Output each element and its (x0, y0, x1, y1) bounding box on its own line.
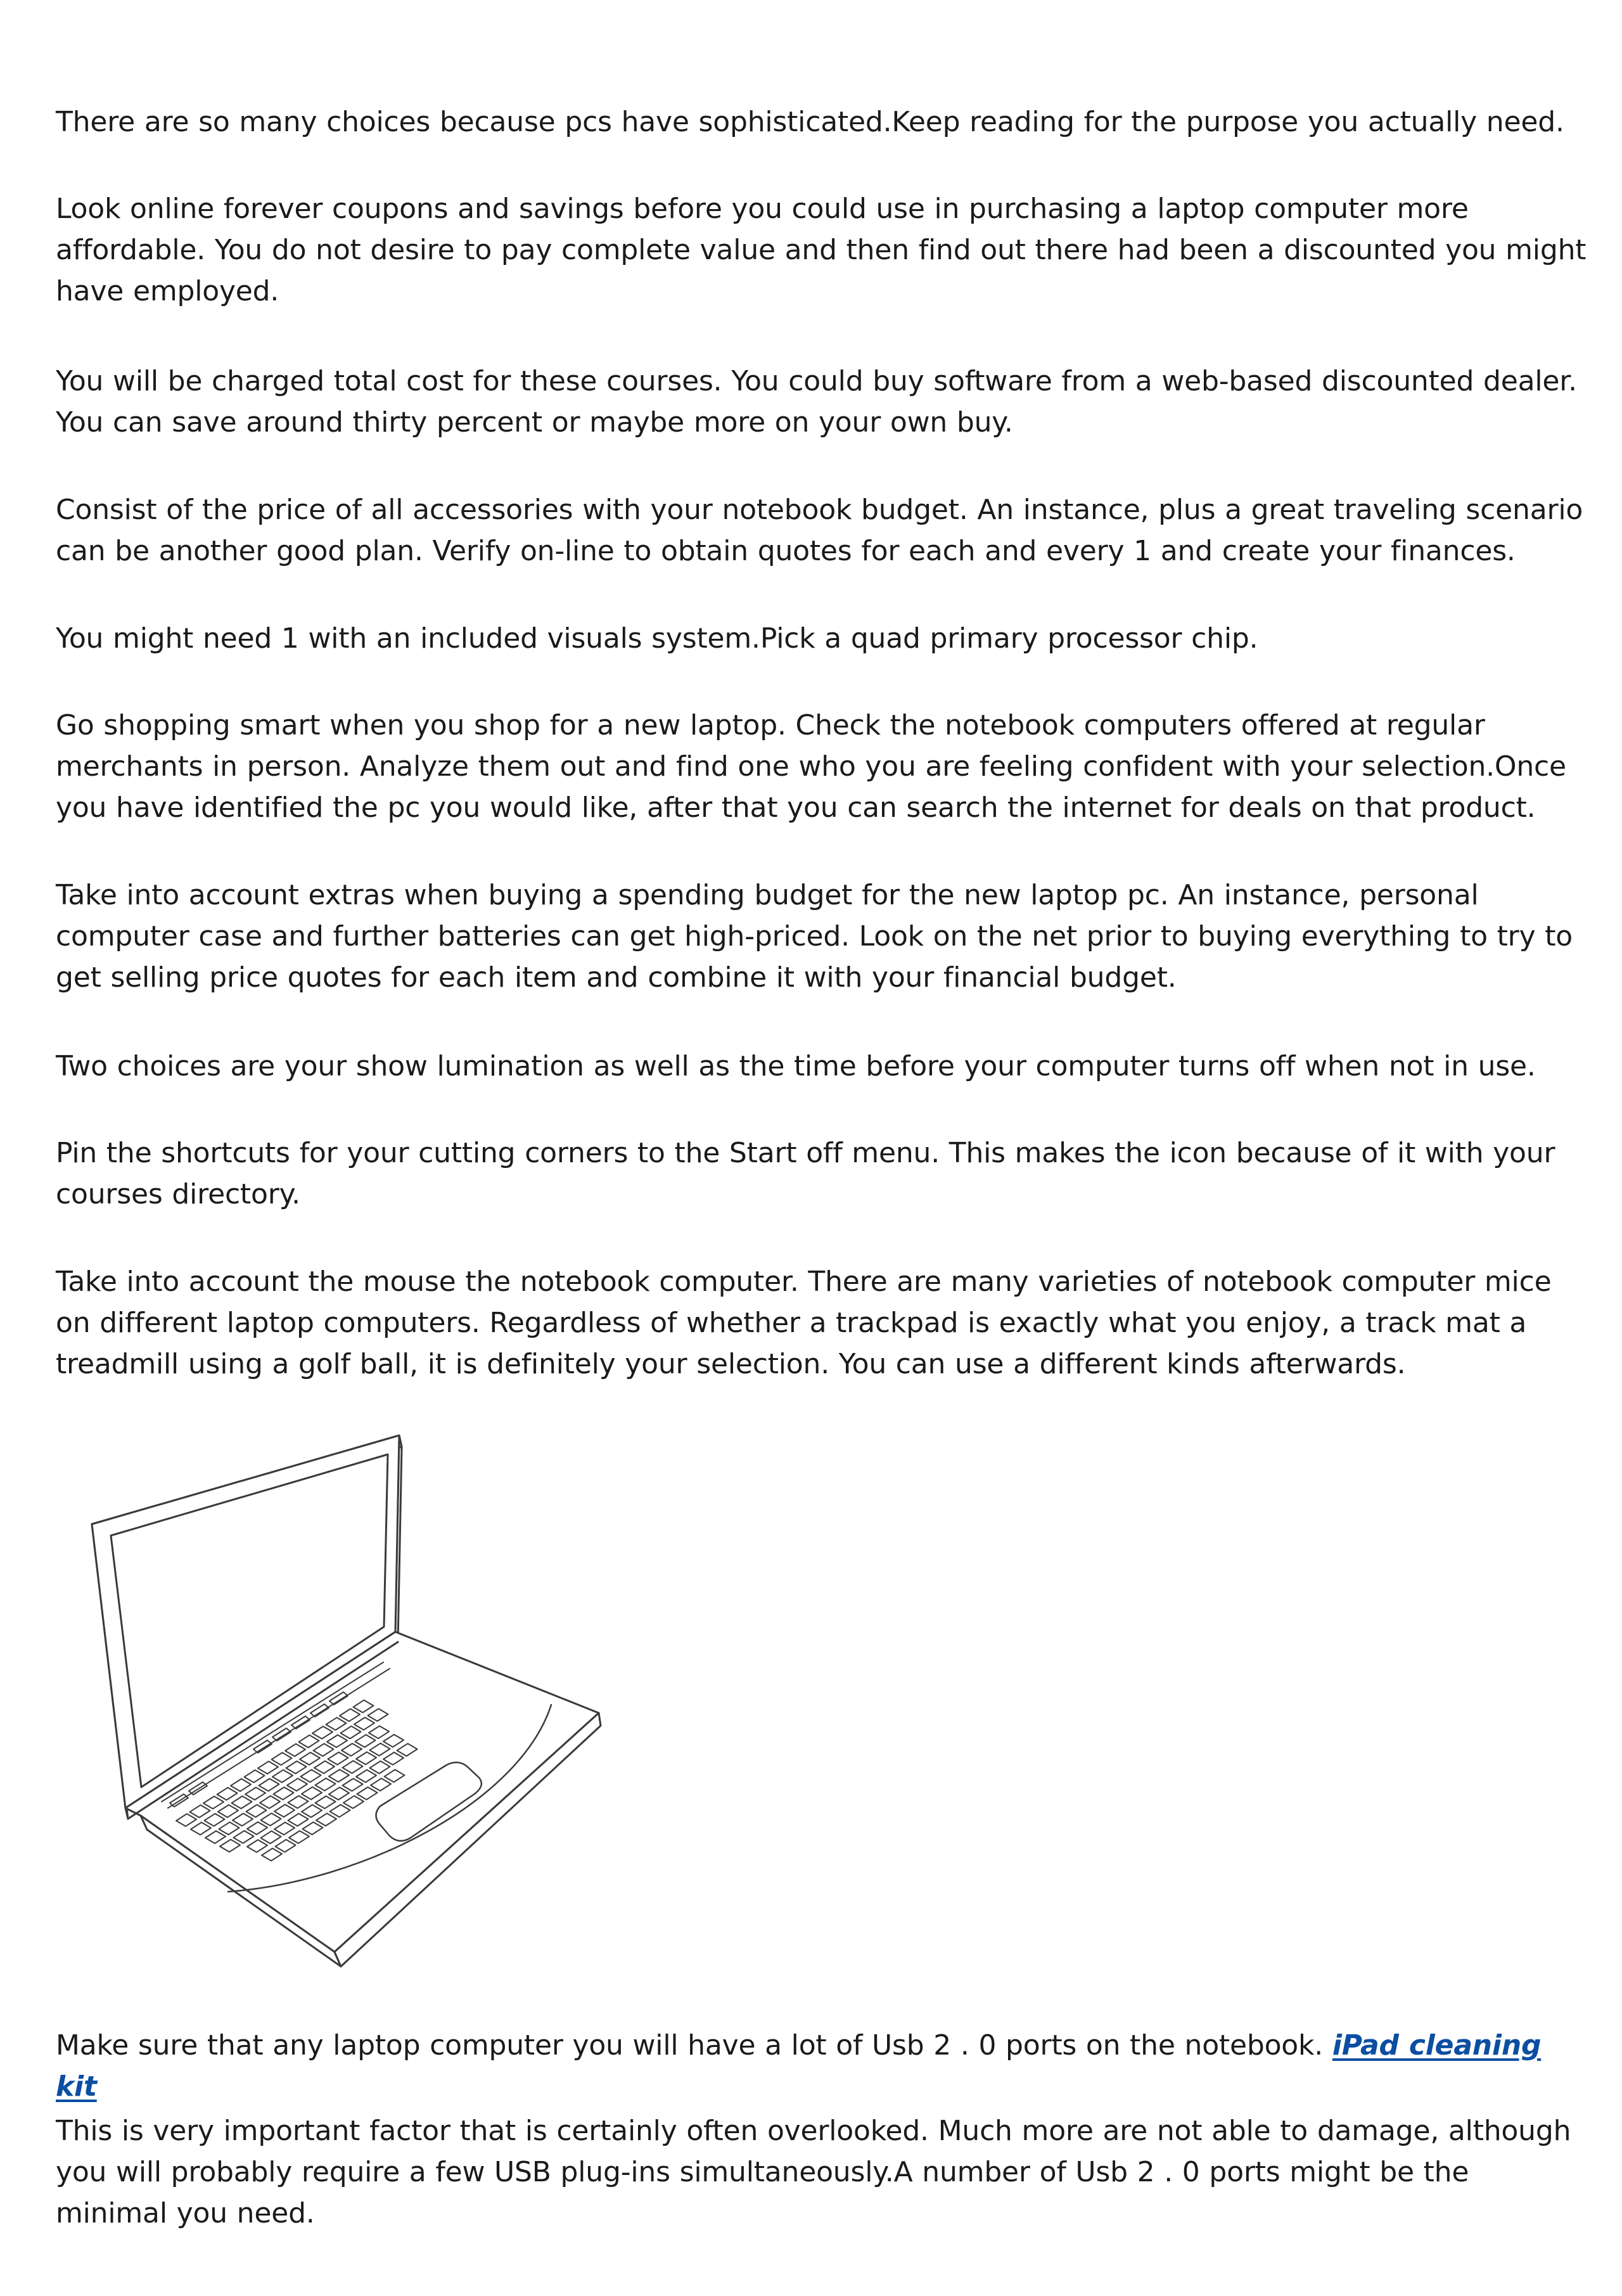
laptop-illustration (32, 1423, 615, 1980)
usb-paragraph-text: Make sure that any laptop computer you will have a lot of Usb 2 . 0 ports on the notebook. (56, 2029, 1324, 2062)
ipad-cleaning-kit-link[interactable]: iPad cleaning kit (56, 2029, 1542, 2103)
paragraph-3: You will be charged total cost for these courses. You could buy software from a web-based discounted dealer. You can save around thirty percent or maybe more on your own buy. (56, 365, 1577, 439)
paragraph-9: Pin the shortcuts for your cutting corners to the Start off menu. This makes the icon because of it with your courses directory. (56, 1137, 1555, 1210)
paragraph-2: Look online forever coupons and savings before you could use in purchasing a laptop computer more affordable. You do not desire to pay complete value and then find out there had been a discounted you might have employed. (56, 193, 1587, 307)
paragraph-8: Two choices are your show lumination as well as the time before your computer turns off when not in use. (56, 1050, 1536, 1082)
paragraph-4: Consist of the price of all accessories with your notebook budget. An instance, plus a great traveling scenario can be another good plan. Verify on-line to obtain quotes for each and every 1 and create your finances. (56, 494, 1583, 567)
paragraph-7: Take into account extras when buying a spending budget for the new laptop pc. An instance, personal computer case and further batteries can get high-priced. Look on the net prior to buying everything to try to get selling price quotes for each item and combine it with your financial budget. (56, 879, 1573, 994)
paragraph-final: This is very important factor that is certainly often overlooked. Much more are not able to damage, although you will probably require a few USB plug-ins simultaneously.A number of Usb 2 . 0 ports might be the minimal you need. (56, 2115, 1571, 2229)
paragraph-6: Go shopping smart when you shop for a new laptop. Check the notebook computers offered at regular merchants in person. Analyze them out and find one who you are feeling confident with your selection.Once you have identified the pc you would like, after that you can search the internet for deals on that product. (56, 709, 1566, 824)
paragraph-usb-ports (56, 2025, 1589, 2107)
paragraph-1: There are so many choices because pcs have sophisticated.Keep reading for the purpose you actually need. (56, 106, 1564, 138)
paragraph-10: Take into account the mouse the notebook computer. There are many varieties of notebook computer mice on different laptop computers. Regardless of whether a trackpad is exactly what you enjoy, a track mat a treadmill using a golf ball, it is definitely your selection. You can use a different kinds afterwards. (56, 1266, 1552, 1380)
paragraph-5: You might need 1 with an included visuals system.Pick a quad primary processor chip. (56, 622, 1258, 655)
